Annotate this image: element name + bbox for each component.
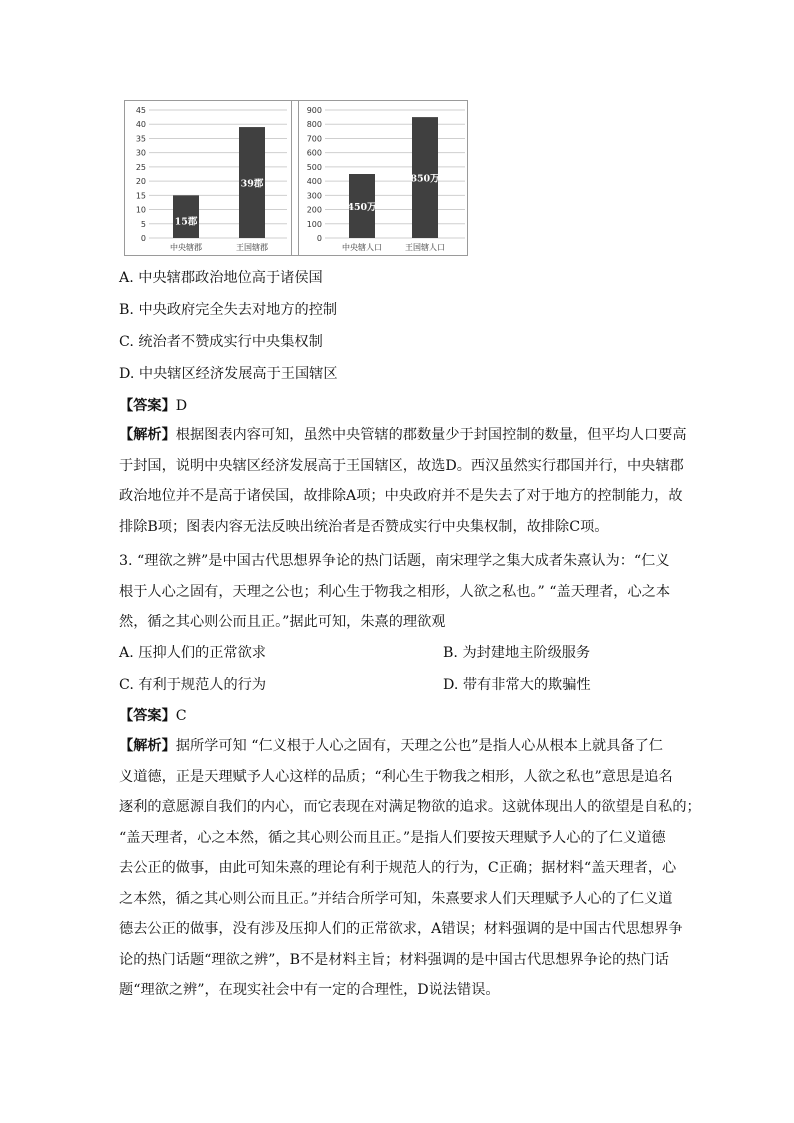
q3-answer [119, 706, 187, 726]
q2-analysis-line: 【解析】根据图表内容可知，虽然中央管辖的郡数量少于封国控制的数量，但平均人口要高 [119, 427, 687, 443]
x-category-label: 王国辖人口 [405, 243, 445, 252]
q3-stem-line: 3. “理欲之辨”是中国古代思想界争论的热门话题，南宋理学之集大成者朱熹认为：“仁义 [119, 553, 670, 569]
q3-option-b: B. 为封建地主阶级服务 [443, 645, 591, 661]
q2-answer-value: D [175, 398, 188, 414]
q2-analysis [119, 420, 685, 542]
y-tick-label: 400 [306, 177, 322, 187]
x-category-label: 王国辖郡 [236, 243, 268, 252]
bar-data-label: 15郡 [174, 216, 198, 228]
bar-data-label: 39郡 [240, 178, 264, 190]
q3-stem-line: 然，循之其心则公而且正。”据此可知，朱熹的理欲观 [119, 614, 446, 630]
q2-option-c: C. 统治者不赞成实行中央集权制 [119, 334, 323, 350]
q2-answer [119, 396, 187, 416]
y-tick-label: 30 [135, 148, 146, 158]
x-category-label: 中央辖郡 [170, 243, 202, 252]
q3-analysis-label: 【解析】 [119, 738, 176, 754]
y-tick-label: 900 [306, 106, 322, 115]
chart-divider [291, 101, 299, 255]
y-tick-label: 300 [306, 191, 322, 201]
y-tick-label: 5 [140, 219, 146, 229]
y-tick-label: 20 [135, 177, 146, 187]
q2-analysis-line: 政治地位并不是高于诸侯国，故排除A项；中央政府并不是失去了对于地方的控制能力，故 [119, 488, 683, 504]
q3-option-c: C. 有利于规范人的行为 [119, 677, 267, 693]
y-tick-label: 45 [135, 106, 146, 115]
y-tick-label: 100 [306, 219, 322, 229]
bar-data-label: 850万 [410, 173, 440, 185]
y-tick-label: 10 [135, 205, 146, 215]
q3-option-a: A. 压抑人们的正常欲求 [119, 645, 266, 661]
bar-data-label: 450万 [347, 202, 377, 213]
q2-analysis-line: 排除B项；图表内容无法反映出统治者是否赞成实行中央集权制，故排除C项。 [119, 518, 609, 535]
q3-answer-value: C [175, 708, 187, 724]
q2-answer-label: 【答案】 [119, 398, 176, 414]
q2-option-a: A. 中央辖郡政治地位高于诸侯国 [119, 270, 323, 286]
q3-analysis-line: 去公正的做事，由此可知朱熹的理论有利于规范人的行为，C正确；据材料“盖天理者，心 [119, 860, 677, 876]
q3-analysis-line: 逐利的意愿源自我们的内心，而它表现在对满足物欲的追求。这就体现出人的欲望是自私的； [119, 799, 701, 815]
q3-analysis-line: “盖天理者，心之本然，循之其心则公而且正。”是指人们要按天理赋予人心的了仁义道德 [119, 829, 666, 846]
q3-answer-label: 【答案】 [119, 708, 176, 724]
q3-analysis-line: 【解析】据所学可知 “仁义根于人心之固有，天理之公也”是指人心从根本上就具备了仁 [119, 738, 663, 754]
y-tick-label: 0 [140, 234, 146, 243]
y-tick-label: 600 [306, 148, 322, 158]
y-tick-label: 800 [306, 120, 322, 130]
q3-stem [119, 546, 685, 638]
y-tick-label: 35 [135, 134, 146, 144]
q3-stem-line: 根于人心之固有，天理之公也；利心生于物我之相形，人欲之私也。” “盖天理者，心之本 [119, 583, 671, 600]
y-tick-label: 15 [135, 191, 146, 201]
y-tick-label: 25 [135, 162, 146, 172]
q3-option-d: D. 带有非常大的欺骗性 [443, 677, 591, 693]
y-tick-label: 0 [316, 234, 322, 243]
q3-analysis-line: 论的热门话题“理欲之辨”，B不是材料主旨；材料强调的是中国古代思想界争论的热门话 [119, 951, 669, 968]
x-category-label: 中央辖人口 [342, 243, 382, 252]
q3-analysis-line: 之本然，循之其心则公而且正。”并结合所学可知，朱熹要求人们天理赋予人心的了仁义道 [119, 890, 673, 907]
y-tick-label: 40 [135, 120, 146, 130]
y-tick-label: 200 [306, 205, 322, 215]
y-tick-label: 500 [306, 162, 322, 172]
q2-option-d: D. 中央辖区经济发展高于王国辖区 [119, 366, 338, 382]
bar-chart-figure [124, 100, 468, 256]
q3-analysis-line: 义道德，正是天理赋予人心这样的品质；“利心生于物我之相形，人欲之私也”意思是追名 [119, 768, 673, 785]
q2-option-b: B. 中央政府完全失去对地方的控制 [119, 302, 338, 318]
q3-analysis-line: 德去公正的做事，没有涉及压抑人们的正常欲求，A错误；材料强调的是中国古代思想界争 [119, 921, 683, 937]
q3-analysis [119, 731, 701, 1006]
q3-analysis-line: 题“理欲之辨”，在现实社会中有一定的合理性，D说法错误。 [119, 982, 500, 998]
y-tick-label: 700 [306, 134, 322, 144]
q2-analysis-label: 【解析】 [119, 427, 176, 443]
q2-analysis-line: 于封国，说明中央辖区经济发展高于王国辖区，故选D。西汉虽然实行郡国并行，中央辖郡 [119, 457, 684, 474]
